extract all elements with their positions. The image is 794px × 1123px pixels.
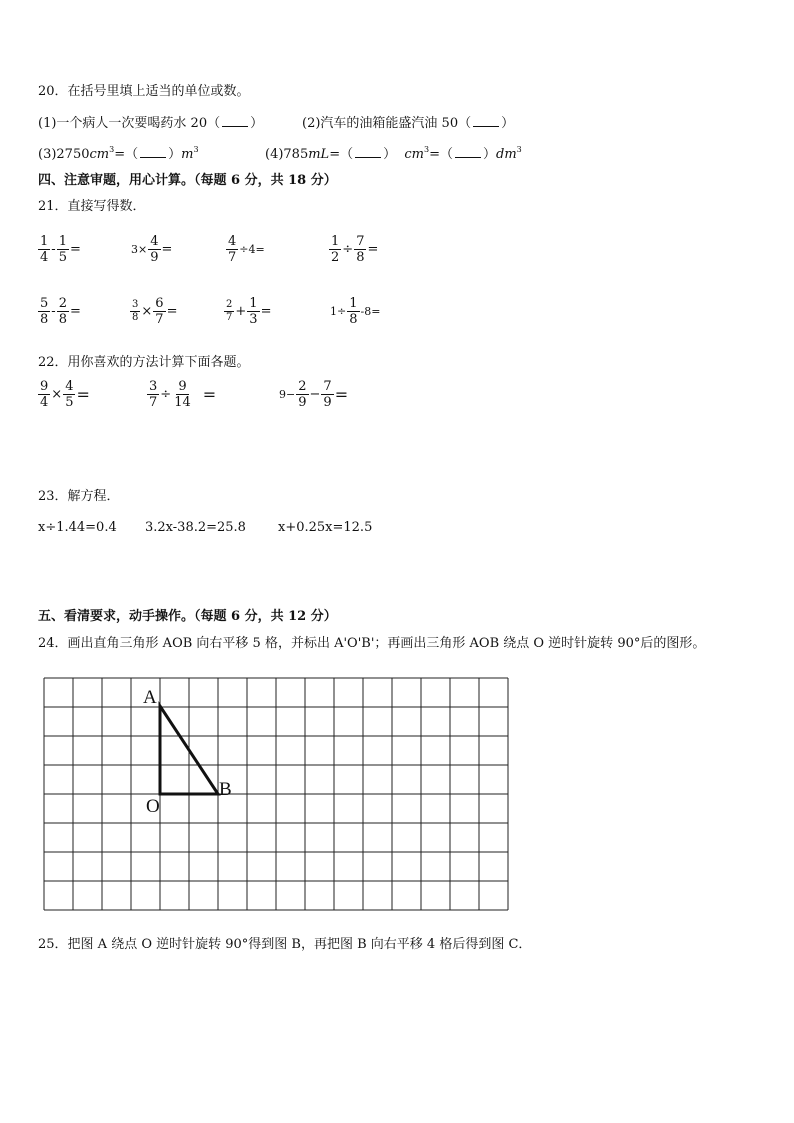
q23-equation-3: x+0.25x=12.5	[278, 520, 373, 535]
q21-expr-6: $\frac{3}{8}$ × $\frac{6}{7}$ =	[132, 296, 178, 327]
section-4-heading: 四、注意审题，用心计算。（每题 6 分，共 18 分）	[38, 173, 337, 188]
square-grid	[44, 678, 508, 910]
q22-expr-3: 9− $\frac{2}{9}$ − $\frac{7}{9}$ =	[279, 379, 349, 410]
q20-part3: $(3)2750cm^3=$（ ）$m^3$	[38, 145, 199, 162]
q22-expr-1: $\frac{9}{4}$ × $\frac{4}{5}$ =	[40, 379, 90, 410]
q20-part2: (2)汽车的油箱能盛汽油 50（ ）	[302, 116, 515, 131]
q21-expr-8: 1÷ $\frac{1}{8}$ -8=	[330, 296, 381, 327]
vertex-label-o: O	[146, 796, 160, 817]
q20-title: 20．在括号里填上适当的单位或数。	[38, 84, 250, 99]
q21-expr-7: $\frac{2}{7}$ + $\frac{1}{3}$ =	[226, 296, 272, 327]
q21-title: 21．直接写得数．	[38, 199, 146, 214]
q25-title: 25．把图 A 绕点 O 逆时针旋转 90°得到图 B，再把图 B 向右平移 4 格后得到图 C．	[38, 937, 532, 952]
q20-part4: (4)785mL=（ ） $cm^3=$（ ）$dm^3$	[265, 145, 522, 162]
q21-expr-1: $\frac{1}{4}$ - $\frac{1}{5}$ =	[40, 234, 81, 265]
q22-expr-2: $\frac{3}{7}$ ÷ $\frac{9}{14}$ =	[149, 379, 217, 410]
q20-part1: (1)一个病人一次要喝药水 20（ ）	[38, 116, 264, 131]
q22-title: 22．用你喜欢的方法计算下面各题。	[38, 355, 250, 370]
vertex-label-a: A	[143, 687, 157, 708]
q21-expr-3: $\frac{4}{7}$ ÷4=	[228, 234, 265, 265]
q23-equation-2: 3.2x-38.2=25.8	[145, 520, 246, 535]
q21-expr-5: $\frac{5}{8}$ - $\frac{2}{8}$ =	[40, 296, 81, 327]
q24-title: 24．画出直角三角形 AOB 向右平移 5 格，并标出 A'O'B'；再画出三角形 AOB 绕点 O 逆时针旋转 90°后的图形。	[38, 636, 706, 651]
q23-equation-1: x÷1.44=0.4	[38, 520, 117, 535]
q23-title: 23．解方程．	[38, 489, 120, 504]
q21-expr-2: 3× $\frac{4}{9}$ =	[131, 234, 173, 265]
q21-expr-4: $\frac{1}{2}$ ÷ $\frac{7}{8}$ =	[331, 234, 379, 265]
vertex-label-b: B	[219, 779, 232, 800]
section-5-heading: 五、看清要求，动手操作。（每题 6 分，共 12 分）	[38, 609, 337, 624]
